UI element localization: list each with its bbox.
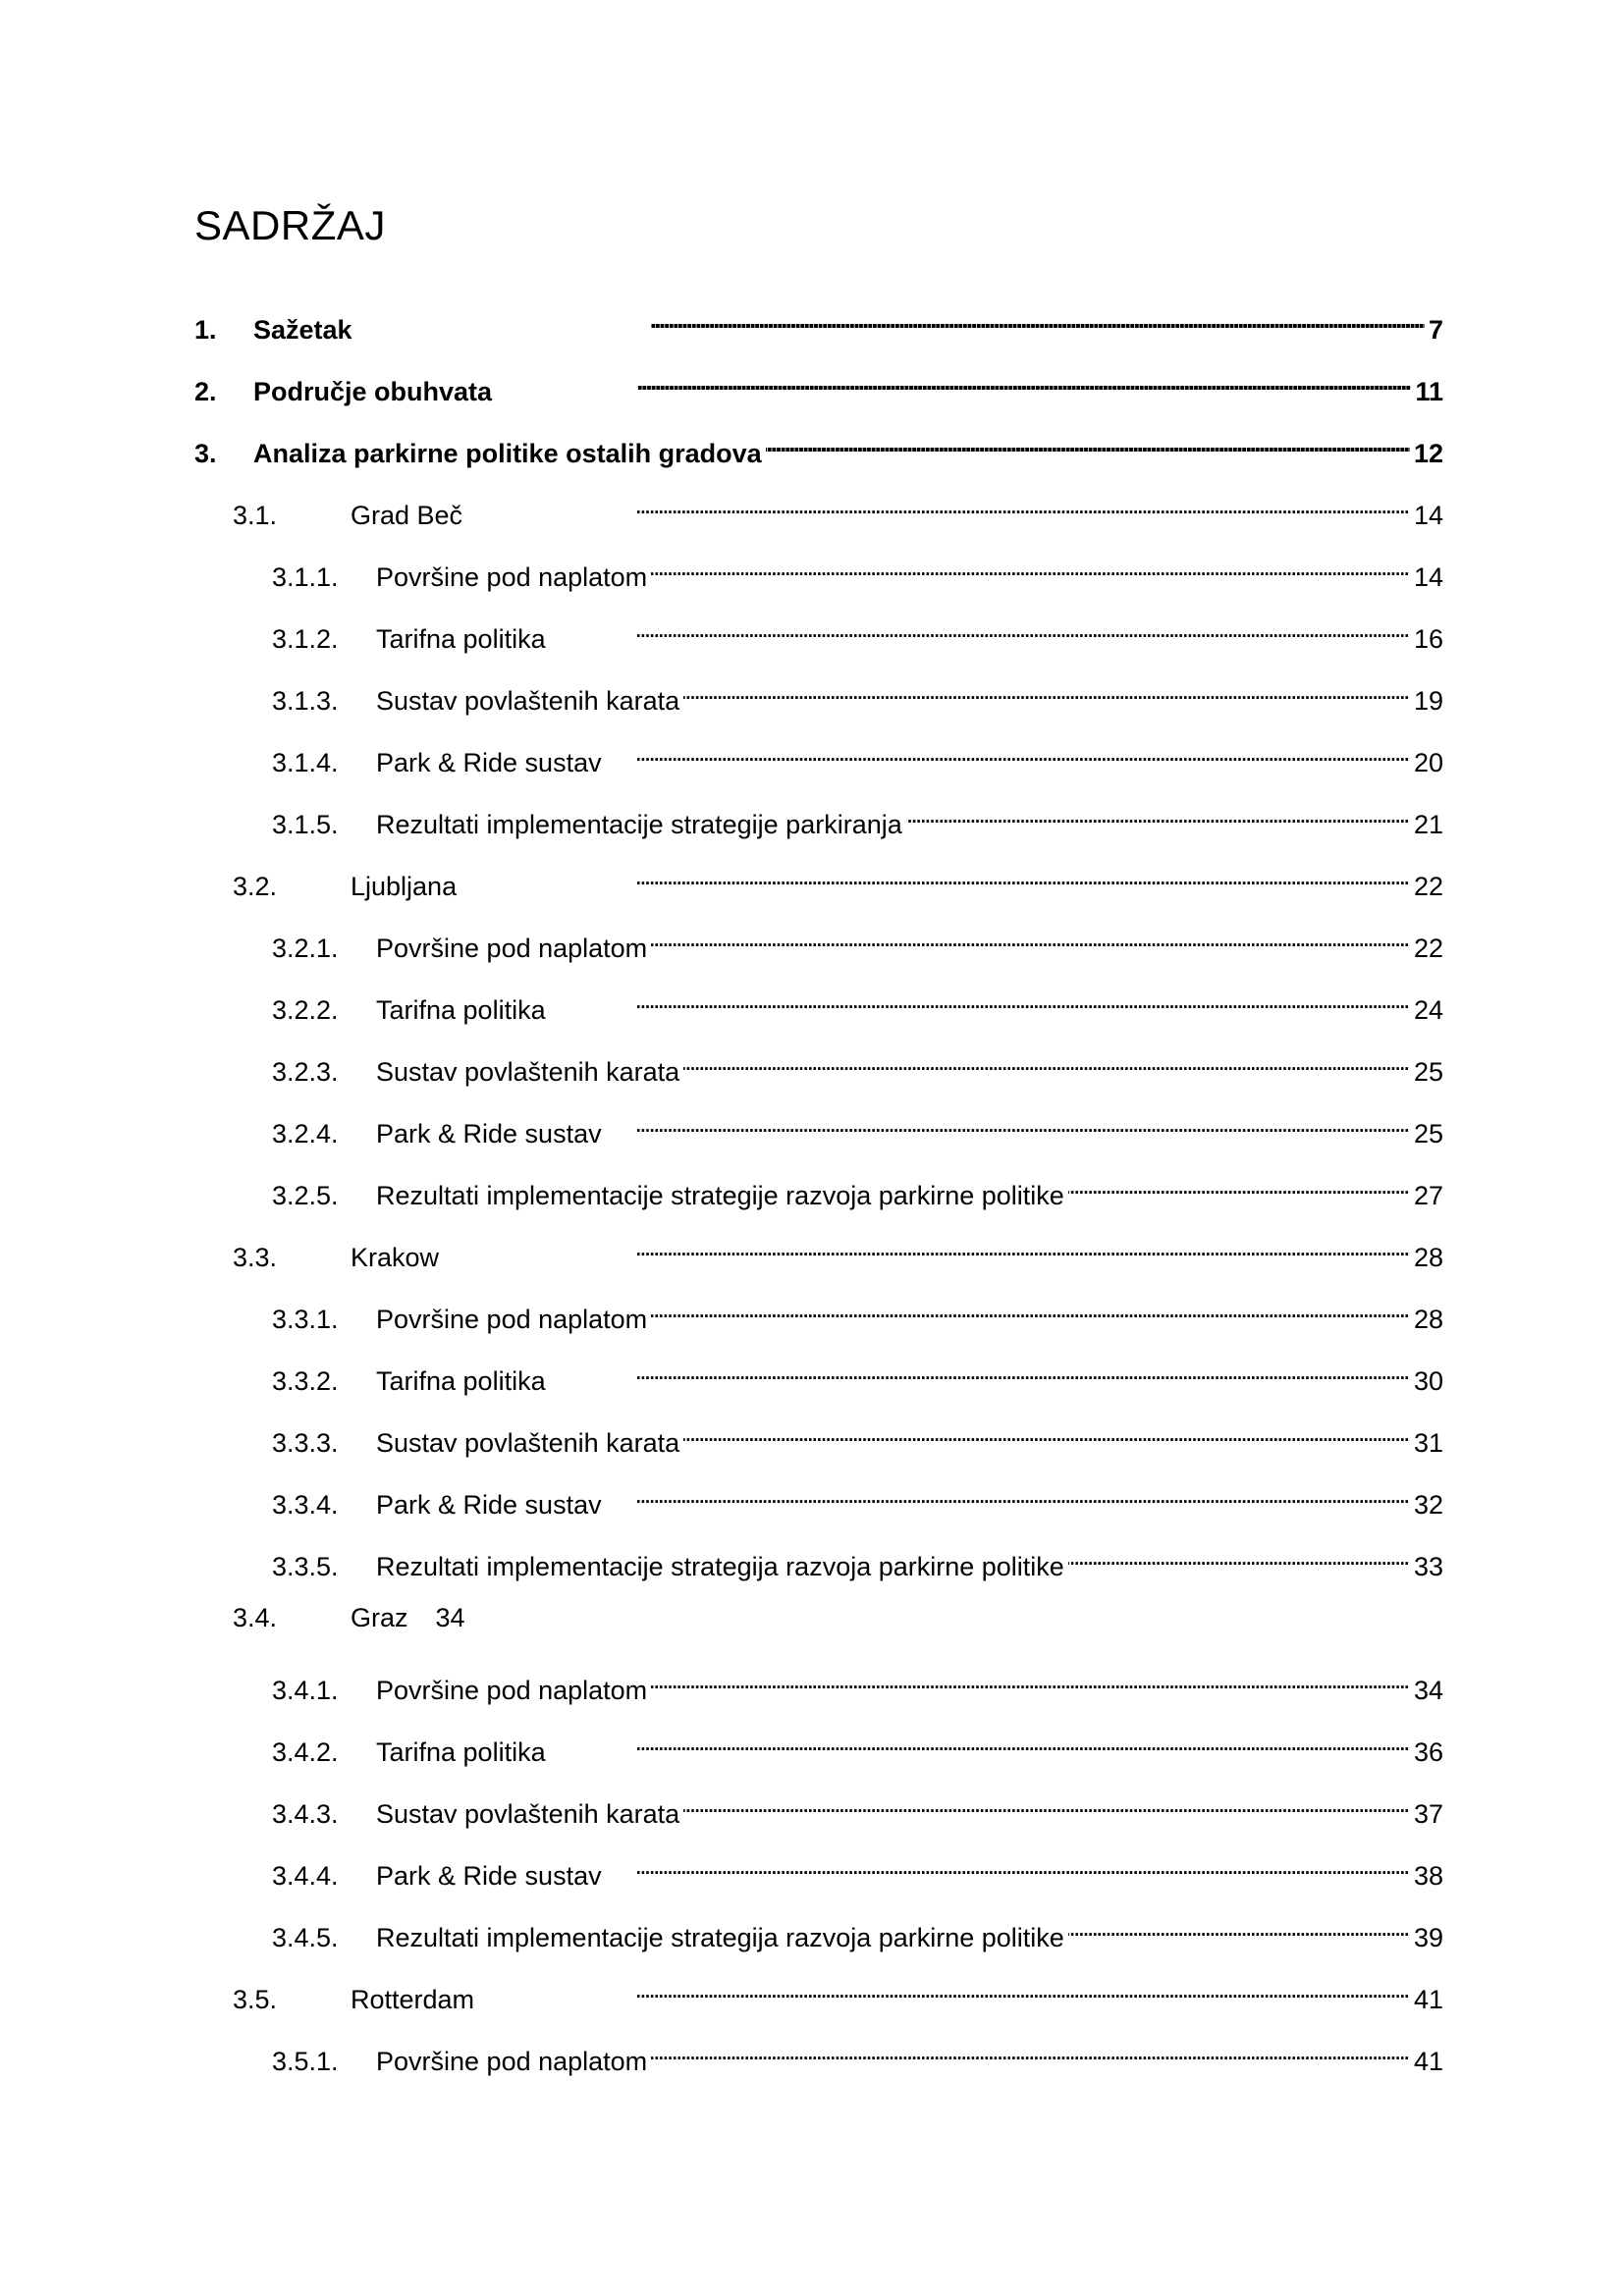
toc-entry-number: 3.2.1. — [272, 934, 339, 963]
toc-entry-title: Analiza parkirne politike ostalih gradova — [253, 439, 762, 468]
toc-heading: SADRŽAJ — [194, 202, 386, 248]
dot-leader — [550, 980, 1410, 1019]
dot-leader — [606, 1103, 1410, 1143]
toc-entry-number: 3.3.5. — [272, 1552, 339, 1581]
toc-entry-page: 34 — [435, 1603, 465, 1632]
toc-entry-page: 36 — [1413, 1737, 1443, 1767]
toc-entry[interactable] — [272, 2031, 1443, 2076]
toc-entry-page: 41 — [1413, 1985, 1443, 2014]
toc-entry-number: 3.4. — [233, 1603, 278, 1632]
toc-entry-title: Graz — [351, 1603, 408, 1632]
toc-entry-number: 3.3.3. — [272, 1428, 339, 1458]
toc-entry-title: Površine pod naplatom — [376, 1676, 648, 1705]
toc-entry[interactable] — [272, 1351, 1443, 1396]
dot-leader — [460, 856, 1410, 895]
toc-entry-number: 3.5.1. — [272, 2047, 339, 2076]
toc-entry-title: Sustav povlaštenih karata — [376, 1428, 680, 1458]
toc-entry-title: Tarifna politika — [376, 1366, 546, 1396]
toc-entry[interactable] — [272, 547, 1443, 592]
toc-entry-title: Rotterdam — [351, 1985, 475, 2014]
toc-entry-number: 2. — [194, 377, 217, 406]
dot-leader — [496, 361, 1411, 400]
toc-entry[interactable] — [194, 361, 1443, 406]
toc-entry-title: Površine pod naplatom — [376, 2047, 648, 2076]
toc-entry-title: Rezultati implementacije strategije razvoja parkirne politike — [376, 1181, 1064, 1210]
toc-entry[interactable] — [272, 1413, 1443, 1458]
toc-entry-number: 3.1.5. — [272, 810, 339, 839]
toc-entry-number: 3.1. — [233, 501, 278, 530]
toc-entry-number: 3.2.2. — [272, 995, 339, 1025]
toc-entry-page: 27 — [1413, 1181, 1443, 1210]
toc-entry-title: Park & Ride sustav — [376, 748, 602, 777]
toc-entry-page: 11 — [1415, 377, 1443, 406]
toc-entry-title: Sustav povlaštenih karata — [376, 686, 680, 716]
dot-leader — [651, 2031, 1410, 2070]
dot-leader — [1068, 1165, 1410, 1204]
toc-entry-title: Park & Ride sustav — [376, 1490, 602, 1520]
toc-entry-page: 22 — [1413, 934, 1443, 963]
toc-entry[interactable] — [272, 1165, 1443, 1210]
toc-entry-page: 20 — [1413, 748, 1443, 777]
dot-leader — [1068, 1907, 1410, 1947]
dot-leader — [651, 918, 1410, 957]
toc-entry-title: Sustav povlaštenih karata — [376, 1799, 680, 1829]
toc-entry[interactable] — [272, 1845, 1443, 1891]
toc-entry-page: 25 — [1413, 1057, 1443, 1087]
toc-entry-number: 3. — [194, 439, 217, 468]
toc-entry-number: 3.1.4. — [272, 748, 339, 777]
toc-entry-number: 3.4.2. — [272, 1737, 339, 1767]
toc-entry[interactable] — [194, 299, 1443, 345]
toc-entry-number: 3.4.3. — [272, 1799, 339, 1829]
toc-entry-page: 41 — [1413, 2047, 1443, 2076]
toc-entry-number: 3.1.1. — [272, 562, 339, 592]
toc-entry-title: Krakow — [351, 1243, 440, 1272]
toc-entry-number: 3.2.3. — [272, 1057, 339, 1087]
toc-entry[interactable] — [272, 1289, 1443, 1334]
toc-entry-title: Ljubljana — [351, 872, 458, 901]
toc-entry-title: Grad Beč — [351, 501, 463, 530]
toc-entry-page: 16 — [1413, 624, 1443, 654]
toc-entry[interactable] — [233, 485, 1443, 530]
toc-entry-title: Park & Ride sustav — [376, 1119, 602, 1148]
toc-entry-page: 30 — [1413, 1366, 1443, 1396]
toc-entry-page: 38 — [1413, 1861, 1443, 1891]
toc-entry[interactable] — [194, 423, 1443, 468]
toc-entry-title: Tarifna politika — [376, 624, 546, 654]
toc-entry-page: 14 — [1413, 501, 1443, 530]
toc-entry-page: 37 — [1413, 1799, 1443, 1829]
toc-entry-number: 3.3. — [233, 1243, 278, 1272]
toc-entry-title: Tarifna politika — [376, 995, 546, 1025]
toc-entry-page: 14 — [1413, 562, 1443, 592]
dot-leader — [550, 1722, 1410, 1761]
toc-entry[interactable] — [272, 1784, 1443, 1829]
toc-entry-page: 25 — [1413, 1119, 1443, 1148]
toc-entry[interactable] — [272, 1041, 1443, 1087]
toc-entry-title: Površine pod naplatom — [376, 1305, 648, 1334]
toc-entry[interactable] — [272, 980, 1443, 1025]
dot-leader — [683, 670, 1410, 710]
toc-entry-title: Područje obuhvata — [253, 377, 493, 406]
toc-entry-page: 39 — [1413, 1923, 1443, 1952]
toc-entry-page: 24 — [1413, 995, 1443, 1025]
toc-entry-page: 28 — [1413, 1305, 1443, 1334]
toc-entry-number: 3.1.3. — [272, 686, 339, 716]
toc-entry-title: Park & Ride sustav — [376, 1861, 602, 1891]
toc-entry-page: 21 — [1413, 810, 1443, 839]
toc-entry[interactable] — [233, 1969, 1443, 2014]
toc-entry-title: Tarifna politika — [376, 1737, 546, 1767]
dot-leader — [683, 1784, 1410, 1823]
toc-entry[interactable] — [233, 856, 1443, 901]
toc-entry-number: 3.4.1. — [272, 1676, 339, 1705]
dot-leader — [550, 1351, 1410, 1390]
toc-entry-page: 34 — [1413, 1676, 1443, 1705]
toc-entry-title: Rezultati implementacije strategija razvoja parkirne politike — [376, 1552, 1064, 1581]
toc-entry[interactable] — [272, 1536, 1443, 1581]
toc-entry-page: 31 — [1413, 1428, 1443, 1458]
toc-entry-number: 3.4.4. — [272, 1861, 339, 1891]
dot-leader — [683, 1041, 1410, 1081]
toc-entry-number: 1. — [194, 315, 217, 345]
dot-leader — [356, 299, 1425, 339]
toc-entry-number: 3.4.5. — [272, 1923, 339, 1952]
toc-entry-title: Sustav povlaštenih karata — [376, 1057, 680, 1087]
toc-entry-number: 3.3.2. — [272, 1366, 339, 1396]
toc-entry-number: 3.3.1. — [272, 1305, 339, 1334]
toc-entry[interactable] — [272, 609, 1443, 654]
dot-leader — [651, 1289, 1410, 1328]
dot-leader — [766, 423, 1410, 462]
toc-entry-page: 22 — [1413, 872, 1443, 901]
toc-entry-title: Površine pod naplatom — [376, 934, 648, 963]
dot-leader — [683, 1413, 1410, 1452]
toc-entry[interactable] — [272, 918, 1443, 963]
toc-entry-page: 7 — [1428, 315, 1443, 345]
toc-entry-title: Sažetak — [253, 315, 352, 345]
dot-leader — [478, 1969, 1410, 2008]
toc-entry[interactable] — [233, 1598, 465, 1637]
toc-entry[interactable] — [272, 1660, 1443, 1705]
toc-entry-page: 28 — [1413, 1243, 1443, 1272]
toc-entry-page: 33 — [1413, 1552, 1443, 1581]
toc-entry-page: 12 — [1413, 439, 1443, 468]
dot-leader — [606, 1845, 1410, 1885]
toc-entry-title: Rezultati implementacije strategije parkiranja — [376, 810, 902, 839]
dot-leader — [906, 794, 1410, 833]
dot-leader — [606, 1474, 1410, 1514]
toc-entry[interactable] — [233, 1227, 1443, 1272]
toc-entry[interactable] — [272, 732, 1443, 777]
toc-entry-title: Rezultati implementacije strategija razvoja parkirne politike — [376, 1923, 1064, 1952]
toc-entry[interactable] — [272, 1103, 1443, 1148]
toc-entry[interactable] — [272, 1722, 1443, 1767]
toc-entry[interactable] — [272, 794, 1443, 839]
toc-entry[interactable] — [272, 1907, 1443, 1952]
toc-entry-page: 32 — [1413, 1490, 1443, 1520]
dot-leader — [606, 732, 1410, 772]
toc-entry-number: 3.1.2. — [272, 624, 339, 654]
toc-entry-number: 3.5. — [233, 1985, 278, 2014]
toc-entry-number: 3.2.5. — [272, 1181, 339, 1210]
toc-entry-title: Površine pod naplatom — [376, 562, 648, 592]
dot-leader — [651, 1660, 1410, 1699]
dot-leader — [550, 609, 1410, 648]
toc-entry-number: 3.2.4. — [272, 1119, 339, 1148]
toc-entry[interactable] — [272, 670, 1443, 716]
dot-leader — [443, 1227, 1410, 1266]
dot-leader — [651, 547, 1410, 586]
toc-entry-page: 19 — [1413, 686, 1443, 716]
dot-leader — [1068, 1536, 1410, 1575]
toc-entry-number: 3.3.4. — [272, 1490, 339, 1520]
dot-leader — [466, 485, 1410, 524]
toc-entry[interactable] — [272, 1474, 1443, 1520]
toc-entry-number: 3.2. — [233, 872, 278, 901]
